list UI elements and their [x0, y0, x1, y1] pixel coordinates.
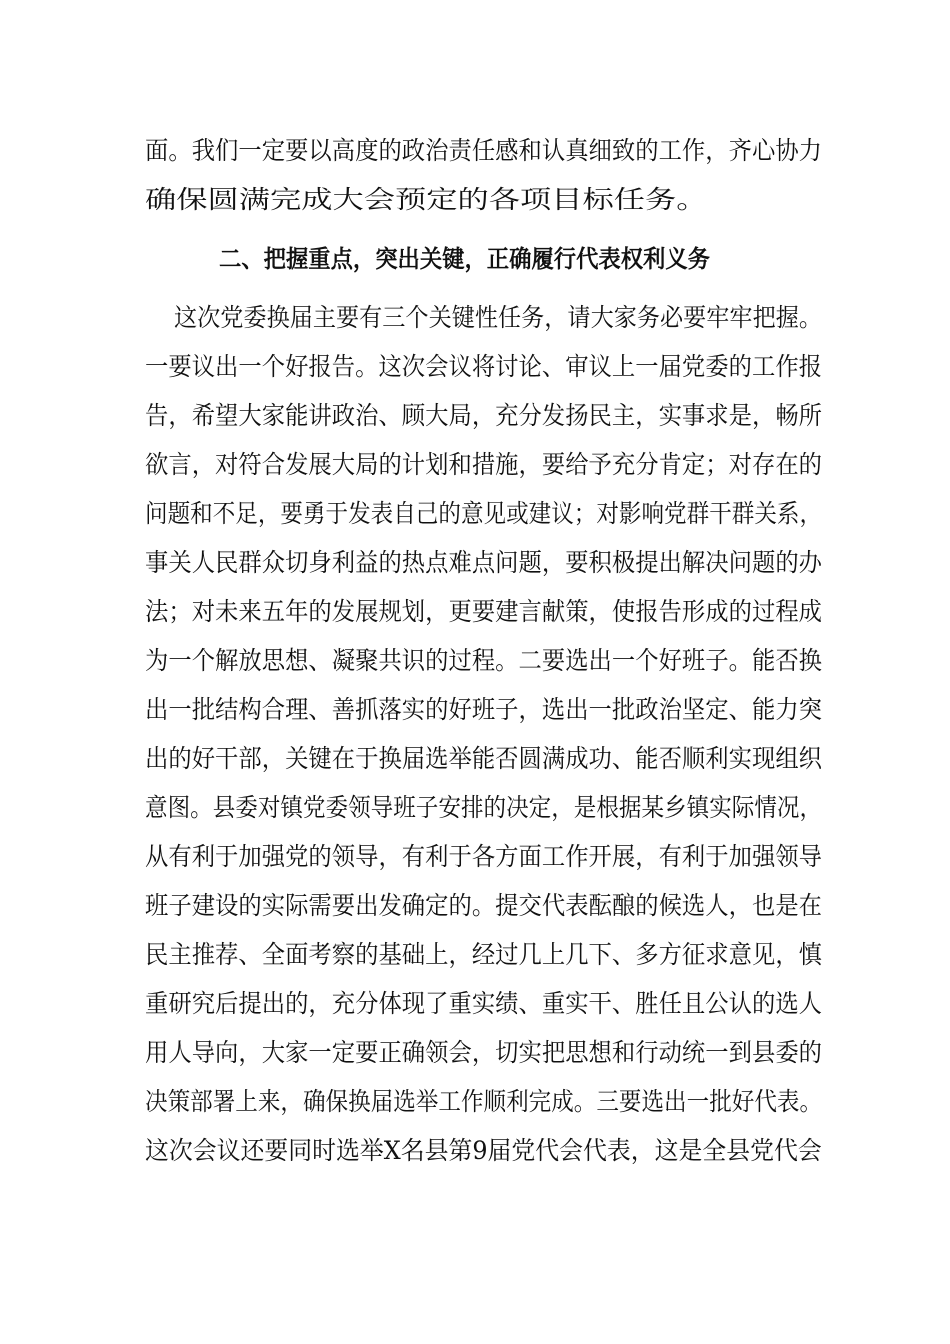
- body-line-15: 重研究后提出的，充分体现了重实绩、重实干、胜任且公认的选人: [145, 989, 823, 1018]
- intro-line-1: 面。我们一定要以高度的政治责任感和认真细致的工作，齐心协力: [145, 136, 823, 165]
- body-line-6: 事关人民群众切身利益的热点难点问题，要积极提出解决问题的办: [145, 548, 823, 577]
- section-heading: 二、把握重点，突出关键，正确履行代表权利义务: [219, 245, 710, 273]
- body-line-14: 民主推荐、全面考察的基础上，经过几上几下、多方征求意见，慎: [145, 940, 823, 969]
- body-line-16: 用人导向，大家一定要正确领会，切实把思想和行动统一到县委的: [145, 1038, 823, 1067]
- body-line-8: 为一个解放思想、凝聚共识的过程。二要选出一个好班子。能否换: [145, 646, 823, 675]
- body-line-10: 出的好干部，关键在于换届选举能否圆满成功、能否顺利实现组织: [145, 744, 823, 773]
- body-line-3: 告，希望大家能讲政治、顾大局，充分发扬民主，实事求是，畅所: [145, 401, 823, 430]
- intro-line-2: 确保圆满完成大会预定的各项目标任务。: [145, 185, 708, 214]
- body-line-4: 欲言，对符合发展大局的计划和措施，要给予充分肯定；对存在的: [145, 450, 823, 479]
- body-line-9: 出一批结构合理、善抓落实的好班子，选出一批政治坚定、能力突: [145, 695, 823, 724]
- body-line-7: 法；对未来五年的发展规划，更要建言献策，使报告形成的过程成: [145, 597, 823, 626]
- body-line-18: 这次会议还要同时选举X名县第9届党代会代表，这是全县党代会: [145, 1136, 822, 1165]
- body-line-2: 一要议出一个好报告。这次会议将讨论、审议上一届党委的工作报: [145, 352, 823, 381]
- body-line-12: 从有利于加强党的领导，有利于各方面工作开展，有利于加强领导: [145, 842, 823, 871]
- body-line-13: 班子建设的实际需要出发确定的。提交代表酝酿的候选人，也是在: [145, 891, 823, 920]
- body-line-5: 问题和不足，要勇于发表自己的意见或建议；对影响党群干群关系，: [145, 499, 823, 528]
- body-line-1: 这次党委换届主要有三个关键性任务，请大家务必要牢牢把握。: [174, 303, 823, 332]
- body-line-17: 决策部署上来，确保换届选举工作顺利完成。三要选出一批好代表。: [145, 1087, 823, 1116]
- body-line-11: 意图。县委对镇党委领导班子安排的决定，是根据某乡镇实际情况，: [145, 793, 823, 822]
